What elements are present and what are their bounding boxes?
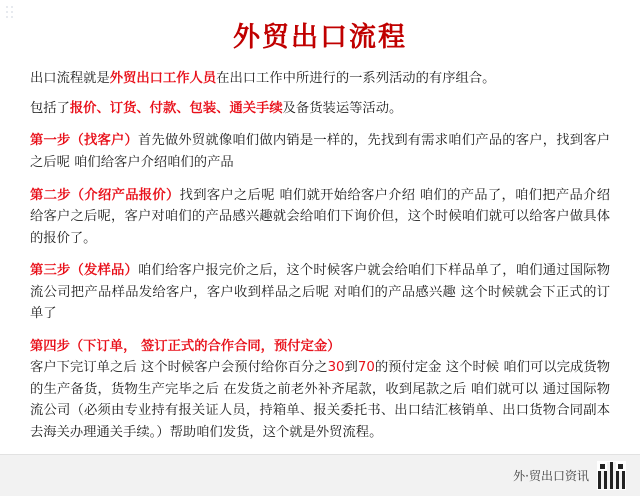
step-4-mid: 到 (344, 360, 358, 376)
step-1-body: 首先做外贸就像咱们做内销是一样的，先找到有需求咱们产品的客户，找到客户之后呢 咱们给客户介绍咱们的产品 (30, 133, 611, 170)
step-2 (30, 185, 610, 250)
step-3 (30, 260, 610, 325)
intro-paragraph-1 (30, 68, 610, 90)
step-1-heading: 第一步（找客户） (30, 133, 138, 149)
footer-bar (0, 454, 640, 496)
intro2-text-highlight: 报价、订货、付款、包装、通关手续 (69, 100, 283, 116)
step-1 (30, 130, 610, 173)
page-title: 外贸出口流程 (233, 22, 407, 53)
step-3-heading: 第三步（发样品） (30, 263, 138, 279)
step-3-body: 咱们给客户报完价之后，这个时候客户就会给咱们下样品单了，咱们通过国际物流公司把产品样品发给客户，客户收到样品之后呢 对咱们的产品感兴趣 这个时候就会下正式的订单了 (30, 263, 611, 322)
intro-paragraph-2 (30, 98, 610, 120)
decorative-dots (6, 6, 16, 20)
step-2-heading: 第二步（介绍产品报价） (30, 187, 180, 203)
step-2-body: 找到客户之后呢 咱们就开始给客户介绍 咱们的产品了，咱们把产品介绍给客户之后呢，客户对咱们的产品感兴趣就会给咱们下询价但，这个时候咱们就可以给客户做具体的报价了。 (30, 187, 611, 246)
step-4-percent-low: 30 (327, 360, 345, 376)
step-4-heading: 第四步（下订单， 签订正式的合作合同，预付定金） (30, 338, 341, 354)
intro2-text-c: 及备货装运等活动。 (282, 100, 403, 116)
step-4 (30, 336, 610, 444)
intro-text-a: 出口流程就是 (30, 71, 110, 87)
intro2-text-a: 包括了 (30, 100, 70, 116)
step-4-percent-high: 70 (357, 360, 375, 376)
intro-text-highlight-1: 外贸出口工作人员 (109, 71, 217, 87)
step-4-body-pre: 客户下完订单之后 这个时候客户会预付给你百分之 (30, 360, 328, 376)
account-name: 外·贸出口资讯 (513, 469, 589, 483)
intro-text-c: 在出口工作中所进行的一系列活动的有序组合。 (216, 71, 496, 87)
qr-code-icon[interactable] (597, 461, 626, 490)
step-4-body-post: 的预付定金 这个时候 咱们可以完成货物的生产备货，货物生产完毕之后 在发货之前老外补齐尾款，收到尾款之后 咱们就可以 通过国际物流公司（必须由专业持有报关证人员，持箱单、报关委托书、出口结汇核销单、出口货物合同副本 去海关办理通关手续。）帮助咱们发货，这个就是外贸流程。 (30, 360, 611, 440)
